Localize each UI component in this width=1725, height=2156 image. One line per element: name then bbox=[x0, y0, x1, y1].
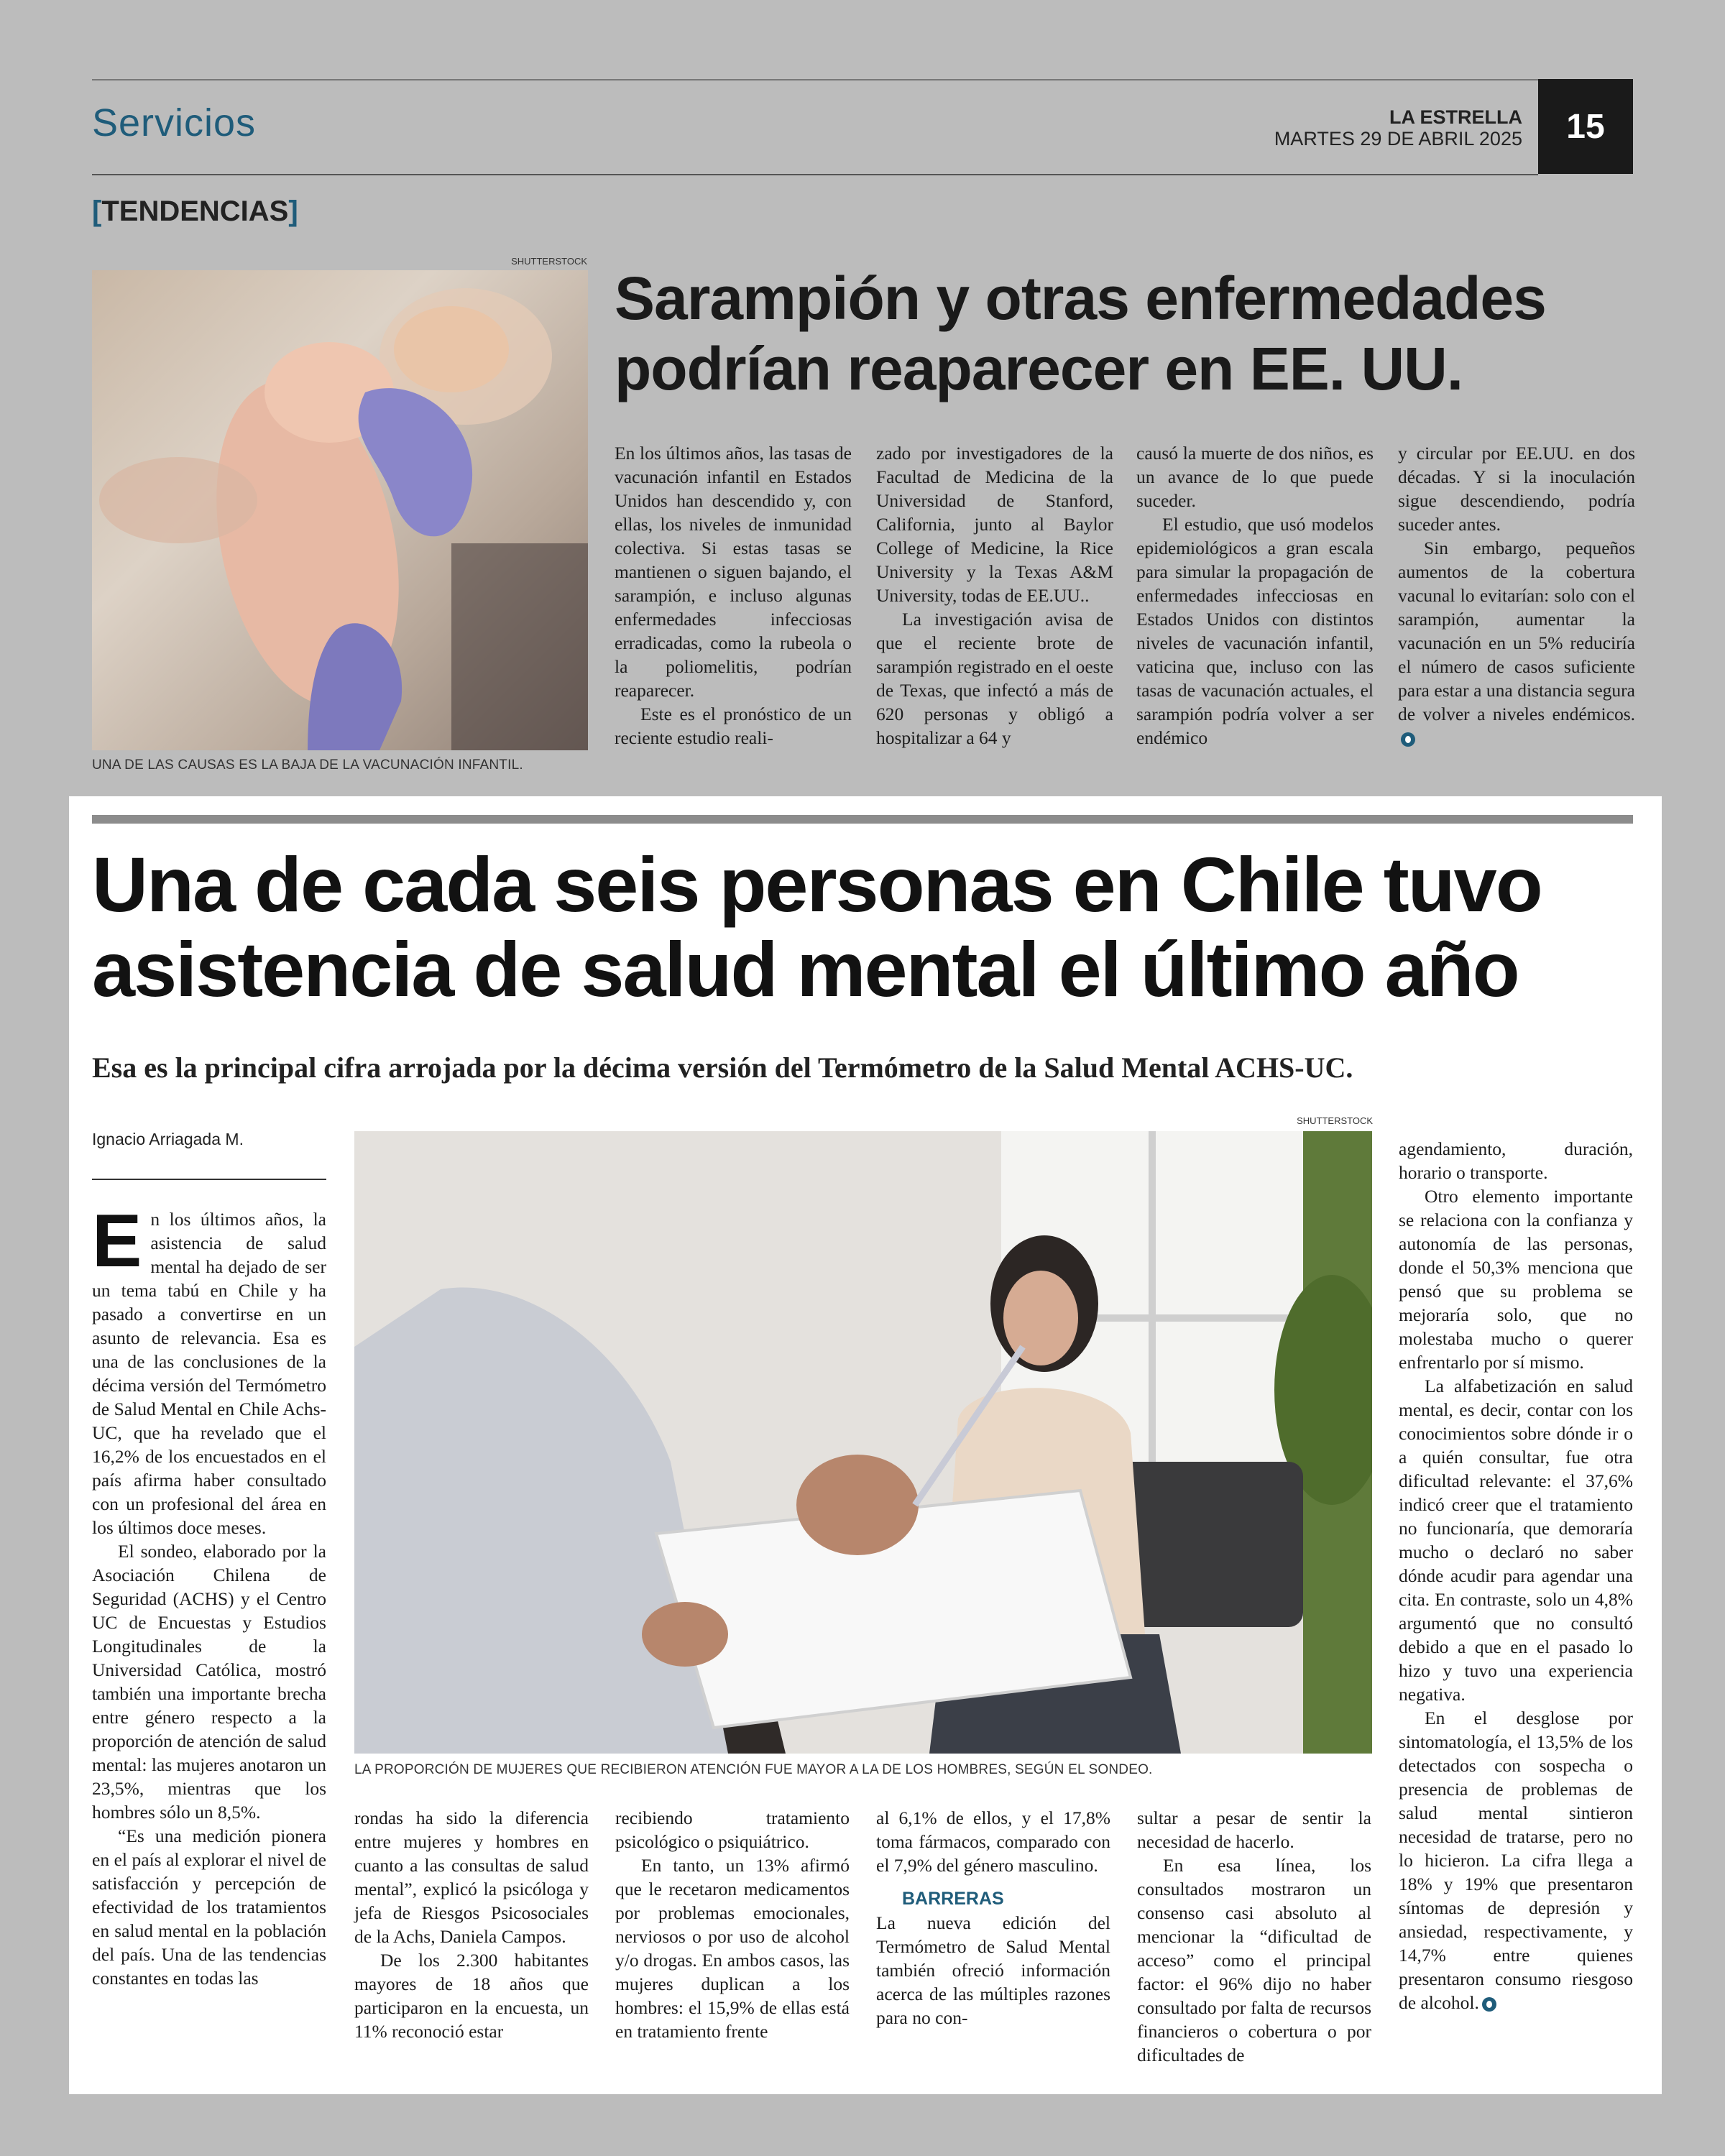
main-col5: sultar a pesar de sentir la necesidad de hacerlo. En esa línea, los consultados mostraron un consenso casi absoluto al mencionar la “dificultad de acceso” como el principal factor: el 96% dijo no haber consultado por falta de recursos financieros o cobertura o por dificultades de bbox=[1137, 1807, 1371, 2065]
therapy-session-illustration bbox=[354, 1131, 1372, 1754]
newspaper-name: LA ESTRELLA bbox=[1389, 106, 1522, 128]
main-headline: Una de cada seis personas en Chile tuvo asistencia de salud mental el último año bbox=[92, 841, 1542, 1013]
section-tag-label: TENDENCIAS bbox=[101, 195, 289, 227]
main-col4: al 6,1% de ellos, y el 17,8% toma fármacos, comparado con el 7,9% del género masculino. BARRERAS La nueva edición del Termómetro de Salud Mental también ofreció información acerca de las múltiples razones para no con- bbox=[876, 1807, 1110, 2028]
end-of-article-icon bbox=[1401, 732, 1415, 747]
top-article-col1: En los últimos años, las tasas de vacunación infantil en Estados Unidos han descendido y, con ellas, los niveles de inmunidad colectiva. Si estas tasas se mantienen o siguen bajando, el sarampión, e incluso algunas enfermedades infecciosas erradicadas, como la rubeola o la poliomelitis, podrían reaparecer. Este es el pronóstico de un reciente estudio reali- bbox=[615, 443, 852, 748]
baby-foot-photo bbox=[92, 270, 588, 750]
main-col3: recibiendo tratamiento psicológico o psiquiátrico. En tanto, un 13% afirmó que le recetaron medicamentos por problemas emocionales, nerviosos o por uso de alcohol y/o drogas. En ambos casos, las mujeres duplican a los hombres: el 15,9% de ellas está en tratamiento frente bbox=[615, 1807, 850, 2042]
end-of-article-icon bbox=[1482, 1997, 1496, 2012]
main-photo-caption: LA PROPORCIÓN DE MUJERES QUE RECIBIERON ATENCIÓN FUE MAYOR A LA DE LOS HOMBRES, SEGÚN EL SONDEO. bbox=[354, 1762, 1153, 1777]
top-photo-credit: SHUTTERSTOCK bbox=[511, 256, 587, 267]
subhead-barreras: BARRERAS bbox=[902, 1889, 1004, 1909]
top-article-title: Sarampión y otras enfermedades podrían reaparecer en EE. UU. bbox=[615, 264, 1546, 402]
main-col2: rondas ha sido la diferencia entre mujeres y hombres en cuanto a las consultas de salud mental”, explicó la psicóloga y jefa de Riesgos Psicosociales de la Achs, Daniela Campos. De los 2.300 habitantes mayores de 18 años que participaron en la encuesta, un 11% reconoció estar bbox=[354, 1807, 589, 2042]
main-col6: agendamiento, duración, horario o transporte. Otro elemento importante se relaciona con la confianza y autonomía de las personas, donde el 50,3% menciona que pensó que su problema se mejoraría solo, que no molestaba mucho o querer enfrentarlo por sí mismo. La alfabetización en salud mental, es decir, contar con los conocimientos sobre dónde ir o a quién consultar, fue otra dificultad relevante: el 37,6% indicó creer que el tratamiento no funcionaría, que demoraría mucho o declaró no saber dónde acudir para agendar una cita. En contraste, solo un 4,8% argumentó que no consultó debido a que en el pasado lo hizo y tuvo una experiencia negativa. En el desglose por sintomatología, el 13,5% de los detectados con sospecha o presencia de problemas de salud mental sintieron necesidad de tratarse, pero no lo hicieron. La cifra llega a 18% y 19% que presentaron síntomas de depresión y ansiedad, respectivamente, y 14,7% entre quienes presentaron consumo riesgoso de alcohol. bbox=[1399, 1138, 1633, 2013]
page-number-box bbox=[1538, 79, 1633, 174]
header-bottom-rule bbox=[92, 174, 1538, 175]
drop-cap: E bbox=[92, 1199, 142, 1283]
section-title: Servicios bbox=[92, 101, 257, 144]
top-photo-caption: UNA DE LAS CAUSAS ES LA BAJA DE LA VACUNACIÓN INFANTIL. bbox=[92, 757, 523, 773]
baby-foot-illustration bbox=[92, 270, 588, 750]
therapy-session-photo bbox=[354, 1131, 1372, 1754]
header-top-rule bbox=[92, 79, 1633, 80]
top-article-col3: causó la muerte de dos niños, es un avance de lo que puede suceder. El estudio, que usó modelos epidemiológicos a gran escala para simular la propagación de enfermedades infecciosas en Estados Unidos con distintos niveles de vacunación infantil, vaticina que, incluso con las tasas de vacunación actuales, el sarampión podría volver a ser endémico bbox=[1136, 443, 1374, 748]
byline-rule bbox=[92, 1179, 326, 1180]
main-photo-credit: SHUTTERSTOCK bbox=[1297, 1115, 1373, 1126]
section-tag: [TENDENCIAS] bbox=[92, 195, 298, 227]
issue-date: MARTES 29 DE ABRIL 2025 bbox=[1274, 128, 1522, 149]
main-deck: Esa es la principal cifra arrojada por la décima versión del Termómetro de la Salud Mental ACHS-UC. bbox=[92, 1051, 1353, 1084]
main-article-top-rule bbox=[92, 815, 1633, 824]
top-article-col2: zado por investigadores de la Facultad de Medicina de la Universidad de Stanford, California, junto al Baylor College of Medicine, la Rice University y la Texas A&M University, todas de EE.UU.. La investigación avisa de que el reciente brote de sarampión registrado en el oeste de Texas, que infectó a más de 620 personas y obligó a hospitalizar a 64 y bbox=[876, 443, 1113, 748]
main-col1: En los últimos años, la asistencia de salud mental ha dejado de ser un tema tabú en Chile y ha pasado a convertirse en un asunto de relevancia. Esa es una de las conclusiones de la décima versión del Termómetro de Salud Mental en Chile Achs-UC, que ha revelado que el 16,2% de los encuestados en el país afirma haber consultado con un profesional del área en los últimos doce meses. El sondeo, elaborado por la Asociación Chilena de Seguridad (ACHS) y el Centro UC de Encuestas y Estudios Longitudinales de la Universidad Católica, mostró también una importante brecha entre género respecto a la proporción de atención de salud mental: las mujeres anotaron un 23,5%, mientras que los hombres sólo un 8,5%. “Es una medición pionera en el país al explorar el nivel de satisfacción y percepción de efectividad de los tratamientos en salud mental en la población del país. Una de las tendencias constantes en todas las bbox=[92, 1199, 326, 1989]
byline: Ignacio Arriagada M. bbox=[92, 1130, 244, 1148]
top-article-col4: y circular por EE.UU. en dos décadas. Y si la inoculación sigue descendiendo, podría suceder antes. Sin embargo, pequeños aumentos de la cobertura vacunal lo evitarían: solo con el sarampión, aumentar la vacunación en un 5% reduciría el número de casos suficiente para estar a una distancia segura de volver a niveles endémicos. bbox=[1398, 441, 1635, 750]
page-number: 15 bbox=[1566, 107, 1605, 146]
